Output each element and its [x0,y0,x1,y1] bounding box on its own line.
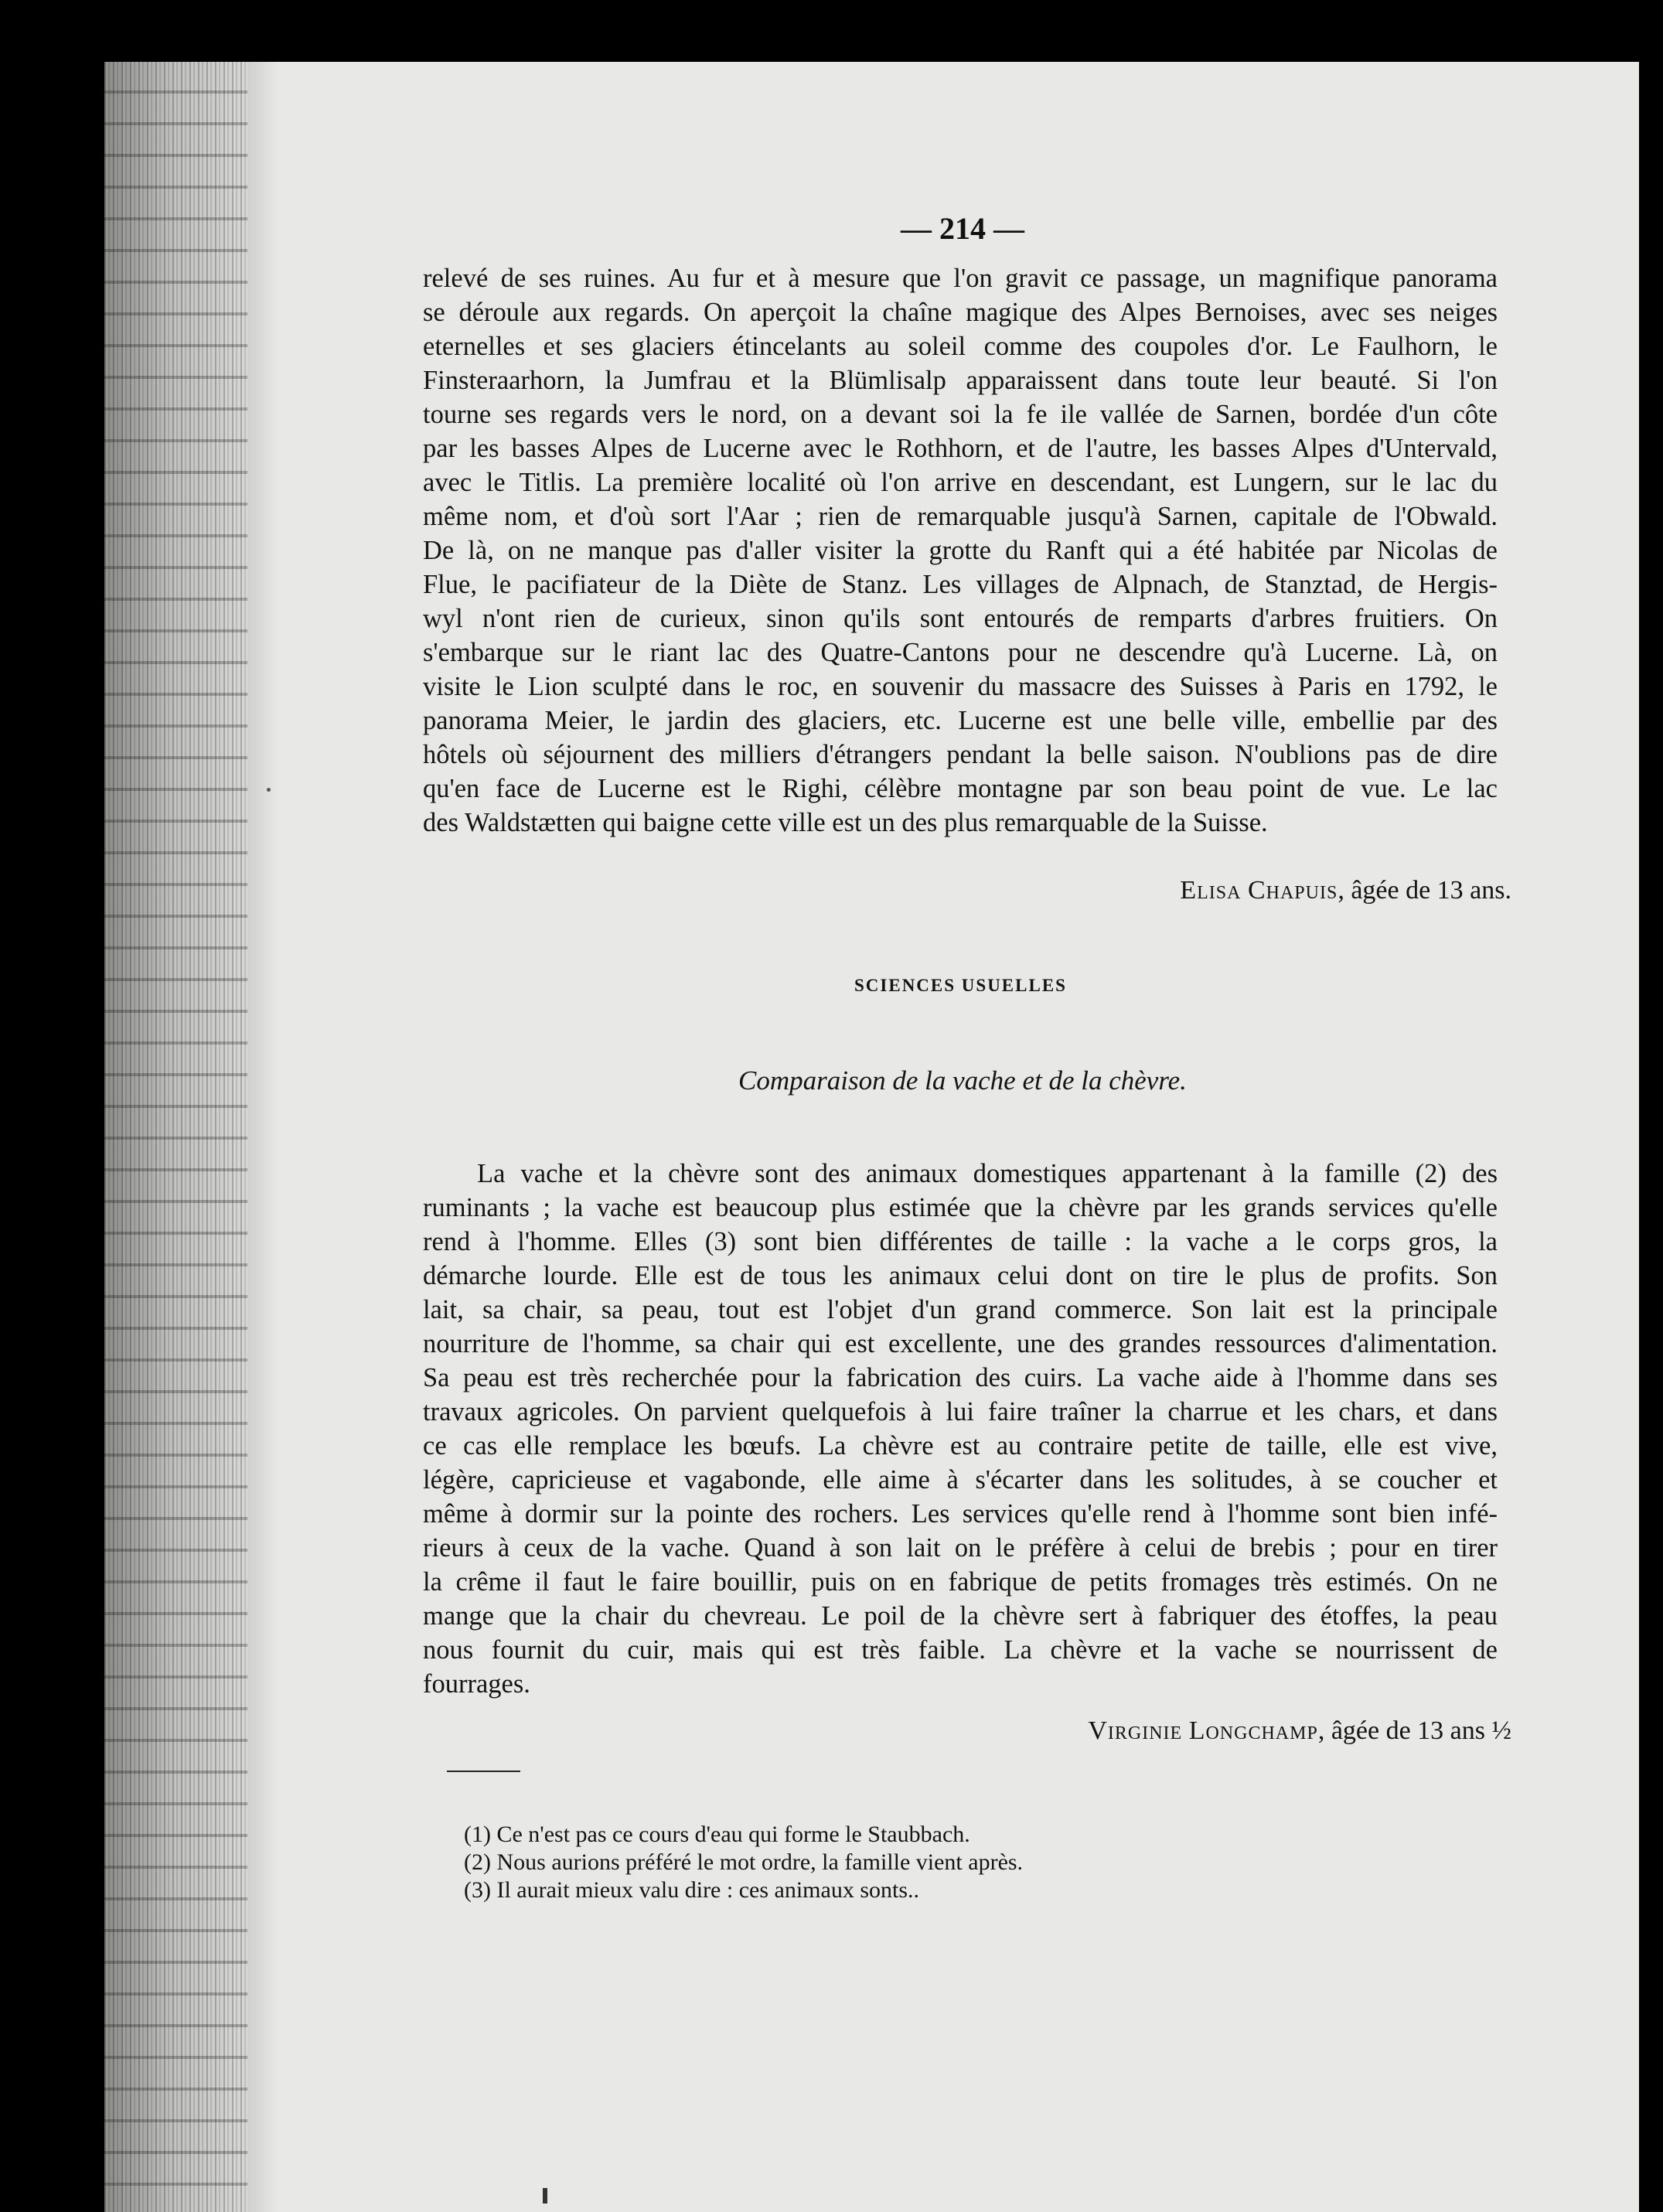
text-line: qu'en face de Lucerne est le Righi, célèbre montagne par son beau point de vue. Le lac [423,774,1498,803]
text-line: hôtels où séjournent des milliers d'étrangers pendant la belle saison. N'oublions pas de dire [423,740,1498,769]
signature-1-rest: , âgée de 13 ans. [1338,876,1511,905]
scan-mark [543,2188,547,2203]
text-line: démarche lourde. Elle est de tous les animaux celui dont on tire le plus de profits. Son [423,1261,1498,1290]
essay-1-signature [1079,876,1511,905]
essay-cow-goat-text [423,1157,1498,1701]
text-line: s'embarque sur le riant lac des Quatre-Cantons pour ne descendre qu'à Lucerne. Là, on [423,638,1498,667]
text-line: Flue, le pacifiateur de la Diète de Stanz. Les villages de Alpnach, de Stanztad, de Hergis- [423,570,1498,599]
text-line: se déroule aux regards. On aperçoit la chaîne magique des Alpes Bernoises, avec ses neiges [423,298,1498,327]
section-heading: SCIENCES USUELLES [854,976,1067,995]
text-line: travaux agricoles. On parvient quelquefois à lui faire traîner la charrue et les chars, et dans [423,1397,1498,1426]
text-line: nourriture de l'homme, sa chair qui est excellente, une des grandes ressources d'alimentation. [423,1329,1498,1358]
text-line: relevé de ses ruines. Au fur et à mesure que l'on gravit ce passage, un magnifique panorama [423,264,1498,293]
essay-2-title: Comparaison de la vache et de la chèvre. [738,1065,1187,1096]
page-stack-edge [104,62,247,2212]
text-line: Finsteraarhorn, la Jumfrau et la Blümlisalp apparaissent dans toute leur beauté. Si l'on [423,366,1498,395]
footnote-item: (1) Ce n'est pas ce cours d'eau qui forme le Staubbach. [464,1822,970,1847]
footnote-item: (3) Il aurait mieux valu dire : ces animaux sonts.. [464,1877,919,1903]
text-line: même à dormir sur la pointe des rochers. Les services qu'elle rend à l'homme sont bien infé- [423,1499,1498,1529]
footnote-rule [447,1771,520,1772]
text-line: tourne ses regards vers le nord, on a devant soi la fe ile vallée de Sarnen, bordée d'un côte [423,400,1498,429]
signature-2-rest: , âgée de 13 ans ½ [1317,1716,1511,1745]
text-line: des Waldstætten qui baigne cette ville est un des plus remarquable de la Suisse. [423,808,1268,837]
text-line: même nom, et d'où sort l'Aar ; rien de remarquable jusqu'à Sarnen, capitale de l'Obwald. [423,502,1498,531]
footnotes [464,1821,1392,1904]
page-number: — 214 — [901,211,1024,246]
text-line: par les basses Alpes de Lucerne avec le Rothhorn, et de l'autre, les basses Alpes d'Untervald, [423,434,1498,463]
text-line: wyl n'ont rien de curieux, sinon qu'ils sont entourés de remparts d'arbres fruitiers. On [423,604,1498,633]
essay-switzerland-text [423,261,1498,840]
signature-1-first: Elisa [1180,876,1242,905]
text-line: De là, on ne manque pas d'aller visiter la grotte du Ranft qui a été habitée par Nicolas de [423,536,1498,565]
text-line: visite le Lion sculpté dans le roc, en souvenir du massacre des Suisses à Paris en 1792, le [423,672,1498,701]
text-line: légère, capricieuse et vagabonde, elle aime à s'écarter dans les solitudes, à se coucher et [423,1465,1498,1495]
signature-2-last: Longchamp [1188,1716,1318,1745]
signature-1-last: Chapuis [1247,876,1338,905]
text-line: Sa peau est très recherchée pour la fabrication des cuirs. La vache aide à l'homme dans ses [423,1363,1498,1392]
footnote-item: (2) Nous aurions préféré le mot ordre, la famille vient après. [464,1849,1024,1875]
margin-speck [267,788,271,792]
page-gutter-shadow [247,62,278,2212]
text-line: la crême il faut le faire bouillir, puis on en fabrique de petits fromages très estimés. On ne [423,1567,1498,1597]
text-line: lait, sa chair, sa peau, tout est l'objet d'un grand commerce. Son lait est la principale [423,1295,1498,1324]
text-line: fourrages. [423,1669,530,1699]
signature-2-first: Virginie [1088,1716,1183,1745]
text-line: ruminants ; la vache est beaucoup plus estimée que la chèvre par les grands services qu'elle [423,1193,1498,1222]
text-line: rieurs à ceux de la vache. Quand à son lait on le préfère à celui de brebis ; pour en tirer [423,1533,1498,1563]
text-line: rend à l'homme. Elles (3) sont bien différentes de taille : la vache a le corps gros, la [423,1227,1498,1256]
text-line: panorama Meier, le jardin des glaciers, etc. Lucerne est une belle ville, embellie par des [423,706,1498,735]
text-line: avec le Titlis. La première localité où l'on arrive en descendant, est Lungern, sur le lac du [423,468,1498,497]
essay-2-signature [959,1716,1511,1746]
text-line: ce cas elle remplace les bœufs. La chèvre est au contraire petite de taille, elle est vive, [423,1431,1498,1460]
text-line: nous fournit du cuir, mais qui est très faible. La chèvre et la vache se nourrissent de [423,1635,1498,1665]
text-line: eternelles et ses glaciers étincelants au soleil comme des coupoles d'or. Le Faulhorn, le [423,332,1498,361]
text-line: La vache et la chèvre sont des animaux domestiques appartenant à la famille (2) des [477,1159,1498,1188]
text-line: mange que la chair du chevreau. Le poil de la chèvre sert à fabriquer des étoffes, la peau [423,1601,1498,1631]
